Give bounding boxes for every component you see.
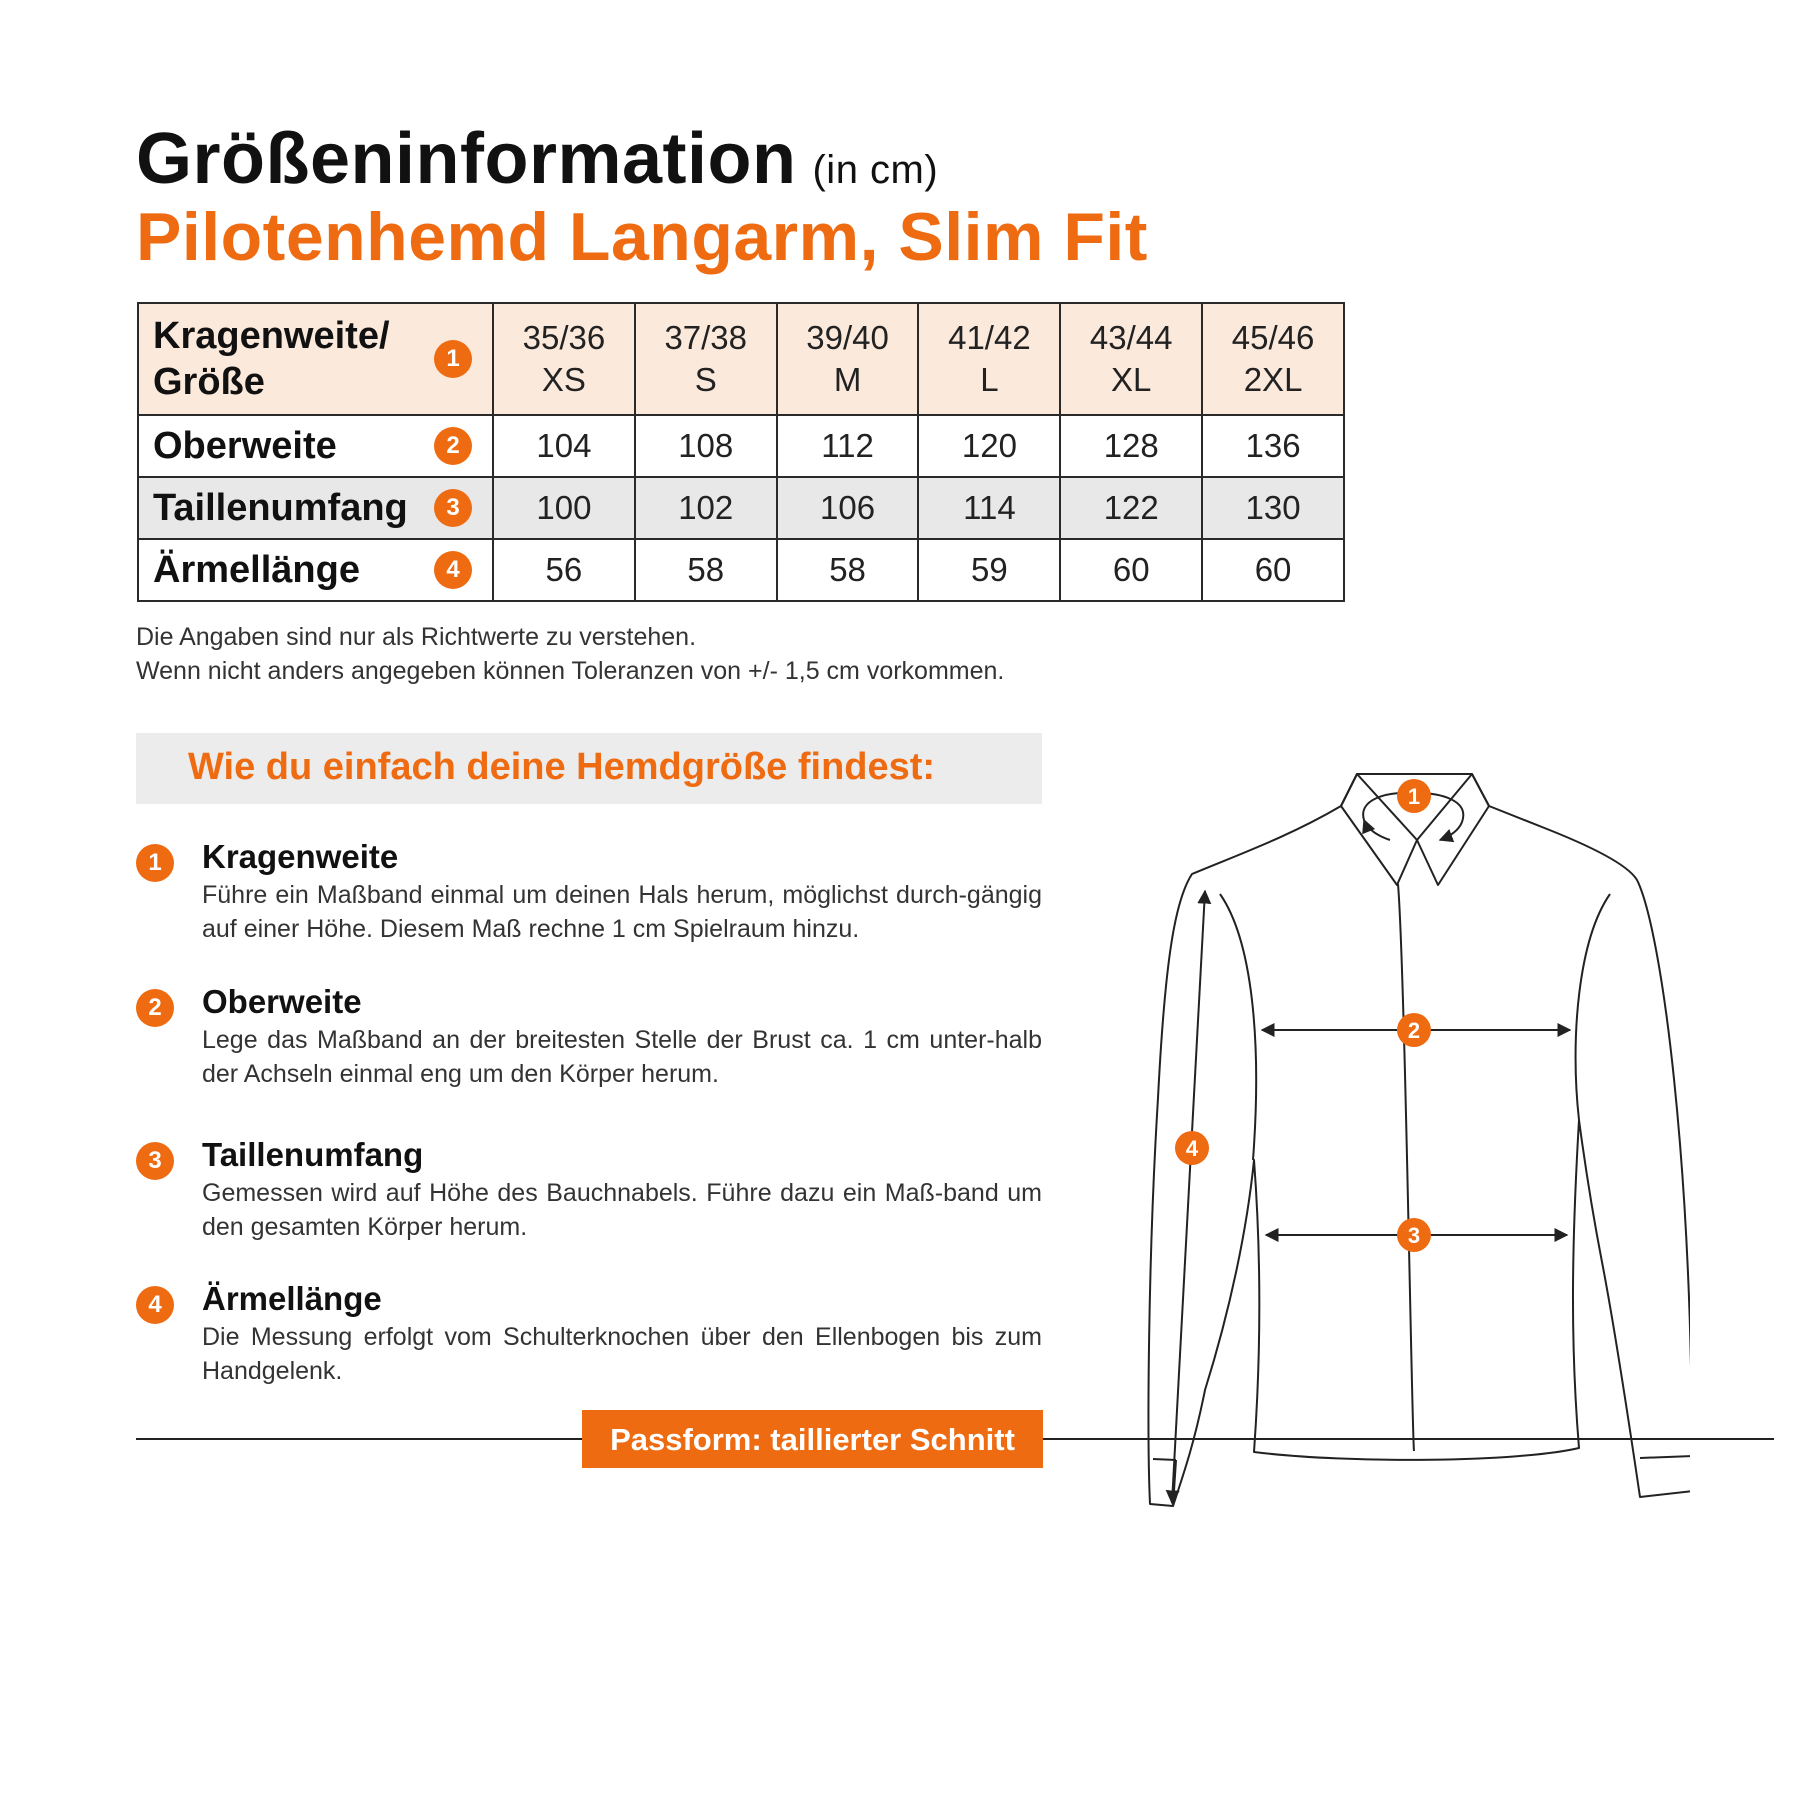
guide-banner (136, 733, 1042, 804)
row-label-cell (138, 477, 493, 539)
table-cell: 106 (777, 477, 919, 539)
collar-size-label (153, 313, 390, 405)
size-column-header (493, 303, 635, 415)
step-title: Oberweite (202, 983, 362, 1020)
collar-value: 41/42 (948, 319, 1031, 356)
size-column-header (635, 303, 777, 415)
table-cell: 130 (1202, 477, 1344, 539)
size-column-header (1202, 303, 1344, 415)
table-cell: 56 (493, 539, 635, 601)
diagram-marker-1-label: 1 (1407, 784, 1421, 809)
table-cell: 59 (918, 539, 1060, 601)
guide-banner-text: Wie du einfach deine Hemdgröße findest: (188, 746, 936, 788)
table-cell: 60 (1060, 539, 1202, 601)
diagram-marker-1 (1397, 779, 1431, 813)
table-cell: 102 (635, 477, 777, 539)
disclaimer-line-1: Die Angaben sind nur als Richtwerte zu verstehen. (136, 623, 697, 651)
row-label: Ärmellänge (153, 549, 360, 591)
collar-value: 43/44 (1089, 319, 1173, 356)
table-cell: 60 (1202, 539, 1344, 601)
size-value: L (980, 361, 999, 398)
table-cell: 100 (493, 477, 635, 539)
step-description: Die Messung erfolgt vom Schulterknochen über den Ellenbogen bis zum Handgelenk. (202, 1323, 1042, 1385)
size-column-header (1060, 303, 1202, 415)
marker-badge-2: 2 (434, 427, 472, 465)
size-column-header (777, 303, 919, 415)
step-title: Taillenumfang (202, 1136, 424, 1173)
table-row-chest (138, 415, 1344, 477)
fit-label-text: Passform: taillierter Schnitt (610, 1422, 1015, 1457)
diagram-marker-4 (1175, 1131, 1209, 1165)
title-unit: (in cm) (812, 148, 939, 192)
size-value: XS (541, 361, 586, 398)
diagram-marker-4-label: 4 (1185, 1136, 1199, 1161)
step-description: Gemessen wird auf Höhe des Bauchnabels. Führe dazu ein Maß-band um den gesamten Körper herum. (202, 1179, 1042, 1241)
table-cell: 58 (777, 539, 919, 601)
table-cell: 128 (1060, 415, 1202, 477)
diagram-marker-2-label: 2 (1407, 1018, 1421, 1043)
diagram-marker-3 (1397, 1218, 1431, 1252)
diagram-marker-2 (1397, 1013, 1431, 1047)
table-cell: 108 (635, 415, 777, 477)
shirt-outline (1149, 774, 1690, 1506)
marker-badge-4: 4 (434, 551, 472, 589)
diagram-marker-3-label: 3 (1407, 1223, 1421, 1248)
marker-badge-1: 1 (434, 340, 472, 378)
size-value: XL (1111, 361, 1152, 398)
disclaimer-line-2: Wenn nicht anders angegeben können Toleranzen von +/- 1,5 cm vorkommen. (136, 657, 1005, 685)
size-value: 2XL (1243, 361, 1303, 398)
size-table-header-row (138, 303, 1344, 415)
step-badge-4: 4 (136, 1286, 174, 1324)
table-cell: 58 (635, 539, 777, 601)
collar-value: 35/36 (522, 319, 606, 356)
collar-label-line1: Kragenweite/ (153, 315, 390, 357)
table-cell: 122 (1060, 477, 1202, 539)
step-description: Führe ein Maßband einmal um deinen Hals herum, möglichst durch-gängig auf einer Höhe. Diesem Maß rechne 1 cm Spielraum hinzu. (202, 881, 1042, 943)
table-cell: 120 (918, 415, 1060, 477)
shirt-diagram (1130, 760, 1690, 1520)
row-label: Taillenumfang (153, 487, 408, 529)
step-title: Ärmellänge (202, 1280, 382, 1317)
row-label-cell (138, 539, 493, 601)
step-title: Kragenweite (202, 838, 399, 875)
row-label: Oberweite (153, 425, 337, 467)
table-row-waist (138, 477, 1344, 539)
collar-value: 37/38 (664, 319, 748, 356)
size-table (137, 302, 1345, 602)
table-cell: 114 (918, 477, 1060, 539)
collar-value: 45/46 (1231, 319, 1315, 356)
table-cell: 104 (493, 415, 635, 477)
size-value: M (833, 361, 862, 398)
step-badge-3: 3 (136, 1142, 174, 1180)
fit-label-box (582, 1410, 1043, 1468)
row-label-cell (138, 415, 493, 477)
size-column-header (918, 303, 1060, 415)
table-row-sleeve (138, 539, 1344, 601)
title-text: Größeninformation (136, 119, 797, 199)
step-badge-1: 1 (136, 844, 174, 882)
collar-value: 39/40 (806, 319, 889, 356)
collar-arrow-return (1364, 820, 1390, 840)
step-description: Lege das Maßband an der breitesten Stelle der Brust ca. 1 cm unter-halb der Achseln einmal eng um den Körper herum. (202, 1026, 1042, 1088)
size-value: S (694, 361, 717, 398)
marker-badge-3: 3 (434, 489, 472, 527)
product-subtitle: Pilotenhemd Langarm, Slim Fit (136, 199, 1148, 275)
page-title (136, 118, 938, 200)
step-badge-2: 2 (136, 989, 174, 1027)
collar-size-label-cell (138, 303, 493, 415)
table-cell: 112 (777, 415, 919, 477)
table-cell: 136 (1202, 415, 1344, 477)
collar-label-line2: Größe (153, 361, 265, 403)
